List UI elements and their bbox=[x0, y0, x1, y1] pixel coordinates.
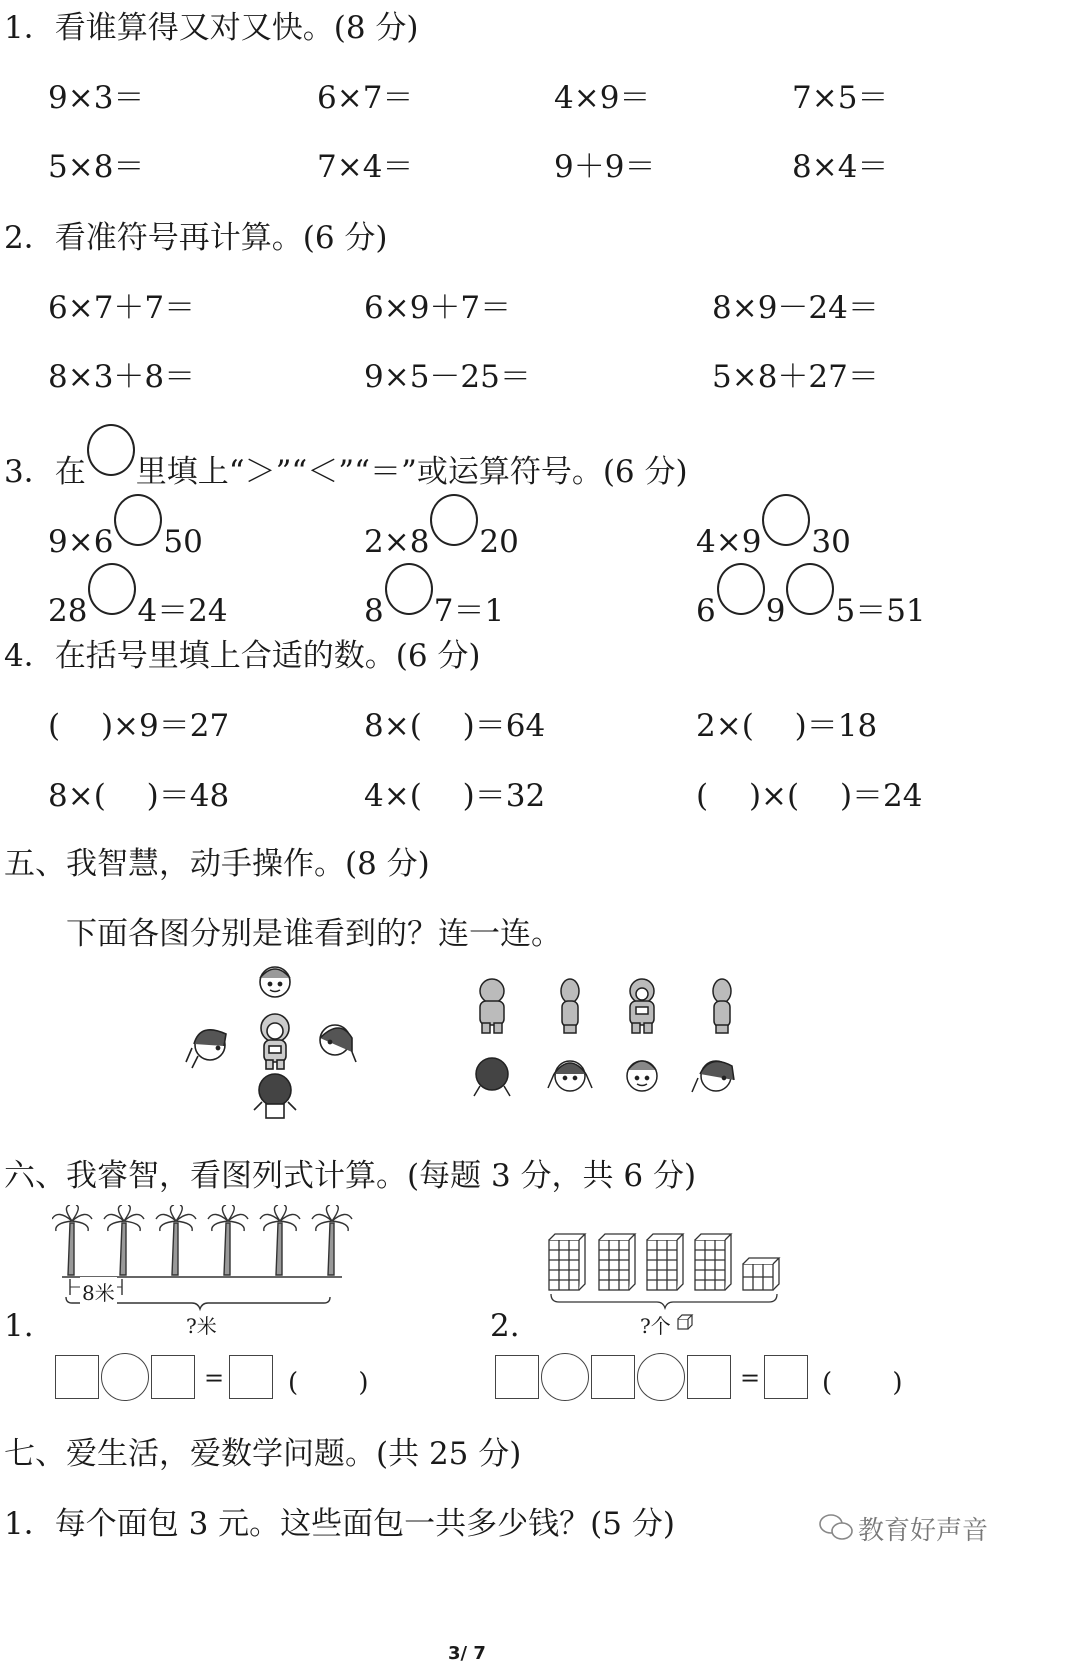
answer-circle[interactable] bbox=[762, 494, 810, 546]
wechat-icon bbox=[818, 1512, 854, 1542]
q1-eq-8: 8×4＝ bbox=[792, 149, 889, 185]
q3-item-4-right: 4＝24 bbox=[137, 593, 228, 629]
cube-stacks-figure bbox=[545, 1228, 790, 1310]
q3-item-5-left: 8 bbox=[364, 593, 384, 629]
q3-title-b: 里填上“＞”“＜”“＝”或运算符号。(6 分) bbox=[135, 454, 688, 490]
q1-eq-1: 9×3＝ bbox=[48, 80, 145, 116]
page-number: 3/ 7 bbox=[448, 1643, 486, 1664]
equals-sign: = bbox=[740, 1364, 761, 1392]
q2-title: 2．看准符号再计算。(6 分) bbox=[4, 220, 388, 256]
q1-eq-3: 4×9＝ bbox=[554, 80, 651, 116]
q1-eq-2: 6×7＝ bbox=[317, 80, 414, 116]
answer-circle[interactable] bbox=[88, 563, 136, 615]
q4-eq-2: 8×( )＝64 bbox=[364, 708, 546, 744]
palm-tree-icon bbox=[312, 1205, 352, 1275]
p2-question-label: ?个 bbox=[640, 1314, 671, 1338]
cube-stack-icon bbox=[647, 1234, 683, 1290]
q3-item-2 bbox=[364, 494, 519, 560]
q1-eq-4: 7×5＝ bbox=[792, 80, 889, 116]
q3-item-3-left: 4×9 bbox=[696, 524, 762, 560]
q4-eq-1: ( )×9＝27 bbox=[48, 708, 230, 744]
monkey-side-view-icon bbox=[561, 979, 579, 1033]
q2-eq-4: 8×3＋8＝ bbox=[48, 359, 196, 395]
kid-views-row bbox=[470, 1050, 750, 1115]
q2-eq-2: 6×9＋7＝ bbox=[364, 290, 512, 326]
q3-item-6-left: 6 bbox=[696, 593, 716, 629]
kid-top-icon bbox=[260, 967, 290, 997]
q3-item-1 bbox=[48, 494, 203, 560]
q4-title: 4．在括号里填上合适的数。(6 分) bbox=[4, 638, 481, 674]
answer-box[interactable] bbox=[55, 1355, 99, 1399]
q3-item-3-right: 30 bbox=[811, 524, 851, 560]
answer-circle[interactable] bbox=[786, 563, 834, 615]
answer-box[interactable] bbox=[229, 1355, 273, 1399]
equals-sign: = bbox=[204, 1364, 225, 1392]
monkey-front-view-icon bbox=[630, 979, 654, 1033]
answer-box[interactable] bbox=[687, 1355, 731, 1399]
answer-circle[interactable] bbox=[114, 494, 162, 546]
q1-eq-5: 5×8＝ bbox=[48, 149, 145, 185]
q3-item-6 bbox=[696, 563, 926, 630]
palm-tree-icon bbox=[104, 1205, 144, 1275]
operator-circle[interactable] bbox=[541, 1353, 589, 1401]
kid-girl-side-icon bbox=[692, 1061, 734, 1092]
q3-item-6-right: 5＝51 bbox=[835, 593, 926, 629]
palm-tree-icon bbox=[156, 1205, 196, 1275]
operator-circle[interactable] bbox=[101, 1353, 149, 1401]
q2-eq-1: 6×7＋7＝ bbox=[48, 290, 196, 326]
cube-icon bbox=[676, 1313, 696, 1331]
watermark-text: 教育好声音 bbox=[858, 1516, 989, 1546]
answer-box[interactable] bbox=[495, 1355, 539, 1399]
unit-paren[interactable]: ( ) bbox=[822, 1368, 903, 1398]
kid-bottom-icon bbox=[254, 1074, 296, 1118]
q1-eq-6: 7×4＝ bbox=[317, 149, 414, 185]
unit-paren[interactable]: ( ) bbox=[288, 1368, 369, 1398]
answer-circle[interactable] bbox=[430, 494, 478, 546]
q3-item-1-left: 9×6 bbox=[48, 524, 114, 560]
q3-item-4-left: 28 bbox=[48, 593, 88, 629]
cube-stack-icon bbox=[599, 1234, 635, 1290]
q4-eq-6: ( )×( )＝24 bbox=[696, 778, 923, 814]
monkey-views-row bbox=[470, 975, 750, 1040]
palm-tree-icon bbox=[260, 1205, 300, 1275]
cube-stack-icon bbox=[549, 1234, 585, 1290]
palm-tree-icon bbox=[208, 1205, 248, 1275]
s7-title: 七、爱生活，爱数学问题。(共 25 分) bbox=[4, 1436, 522, 1472]
q4-eq-4: 8×( )＝48 bbox=[48, 778, 230, 814]
p2-number: 2. bbox=[490, 1308, 520, 1344]
kid-boy-front-icon bbox=[627, 1061, 657, 1091]
q1-title: 1．看谁算得又对又快。(8 分) bbox=[4, 10, 419, 46]
s5-subtitle: 下面各图分别是谁看到的？连一连。 bbox=[66, 916, 562, 952]
kid-girl-front-icon bbox=[548, 1061, 592, 1091]
q2-eq-5: 9×5－25＝ bbox=[364, 359, 531, 395]
answer-circle[interactable] bbox=[385, 563, 433, 615]
q3-item-2-left: 2×8 bbox=[364, 524, 430, 560]
q3-item-4 bbox=[48, 563, 228, 630]
answer-box[interactable] bbox=[591, 1355, 635, 1399]
s7-question-1: 1．每个面包 3 元。这些面包一共多少钱？(5 分) bbox=[4, 1506, 675, 1542]
q4-eq-3: 2×( )＝18 bbox=[696, 708, 878, 744]
answer-box[interactable] bbox=[151, 1355, 195, 1399]
q2-eq-6: 5×8＋27＝ bbox=[712, 359, 879, 395]
kid-right-icon bbox=[320, 1025, 356, 1062]
monkey-doll-icon bbox=[261, 1014, 289, 1069]
palm-tree-icon bbox=[52, 1205, 92, 1275]
q3-item-1-right: 50 bbox=[163, 524, 203, 560]
q3-item-5-right: 7＝1 bbox=[433, 593, 505, 629]
p1-distance-label: 8米 bbox=[80, 1277, 117, 1306]
p1-number: 1. bbox=[4, 1308, 34, 1344]
monkey-back-view-icon bbox=[480, 979, 504, 1033]
q3-title bbox=[4, 424, 688, 491]
q3-item-3 bbox=[696, 494, 851, 560]
cube-small-stack-icon bbox=[743, 1258, 779, 1290]
q3-item-5 bbox=[364, 563, 504, 630]
viewpoint-scene-figure bbox=[180, 960, 370, 1130]
q2-eq-3: 8×9－24＝ bbox=[712, 290, 879, 326]
s5-title: 五、我智慧，动手操作。(8 分) bbox=[4, 846, 430, 882]
q3-title-a: 3．在 bbox=[4, 454, 86, 490]
p1-question-label: ?米 bbox=[186, 1314, 217, 1338]
answer-box[interactable] bbox=[764, 1355, 808, 1399]
q3-item-2-right: 20 bbox=[479, 524, 519, 560]
kid-back-view-icon bbox=[474, 1058, 510, 1096]
cube-stack-icon bbox=[695, 1234, 731, 1290]
q1-eq-7: 9＋9＝ bbox=[554, 149, 656, 185]
answer-circle[interactable] bbox=[717, 563, 765, 615]
s6-title: 六、我睿智，看图列式计算。(每题 3 分，共 6 分) bbox=[4, 1158, 697, 1194]
q3-item-6-mid: 9 bbox=[765, 593, 786, 629]
operator-circle[interactable] bbox=[637, 1353, 685, 1401]
answer-circle-icon bbox=[87, 424, 135, 476]
q4-eq-5: 4×( )＝32 bbox=[364, 778, 546, 814]
kid-left-icon bbox=[186, 1030, 226, 1068]
monkey-other-side-view-icon bbox=[713, 979, 731, 1033]
